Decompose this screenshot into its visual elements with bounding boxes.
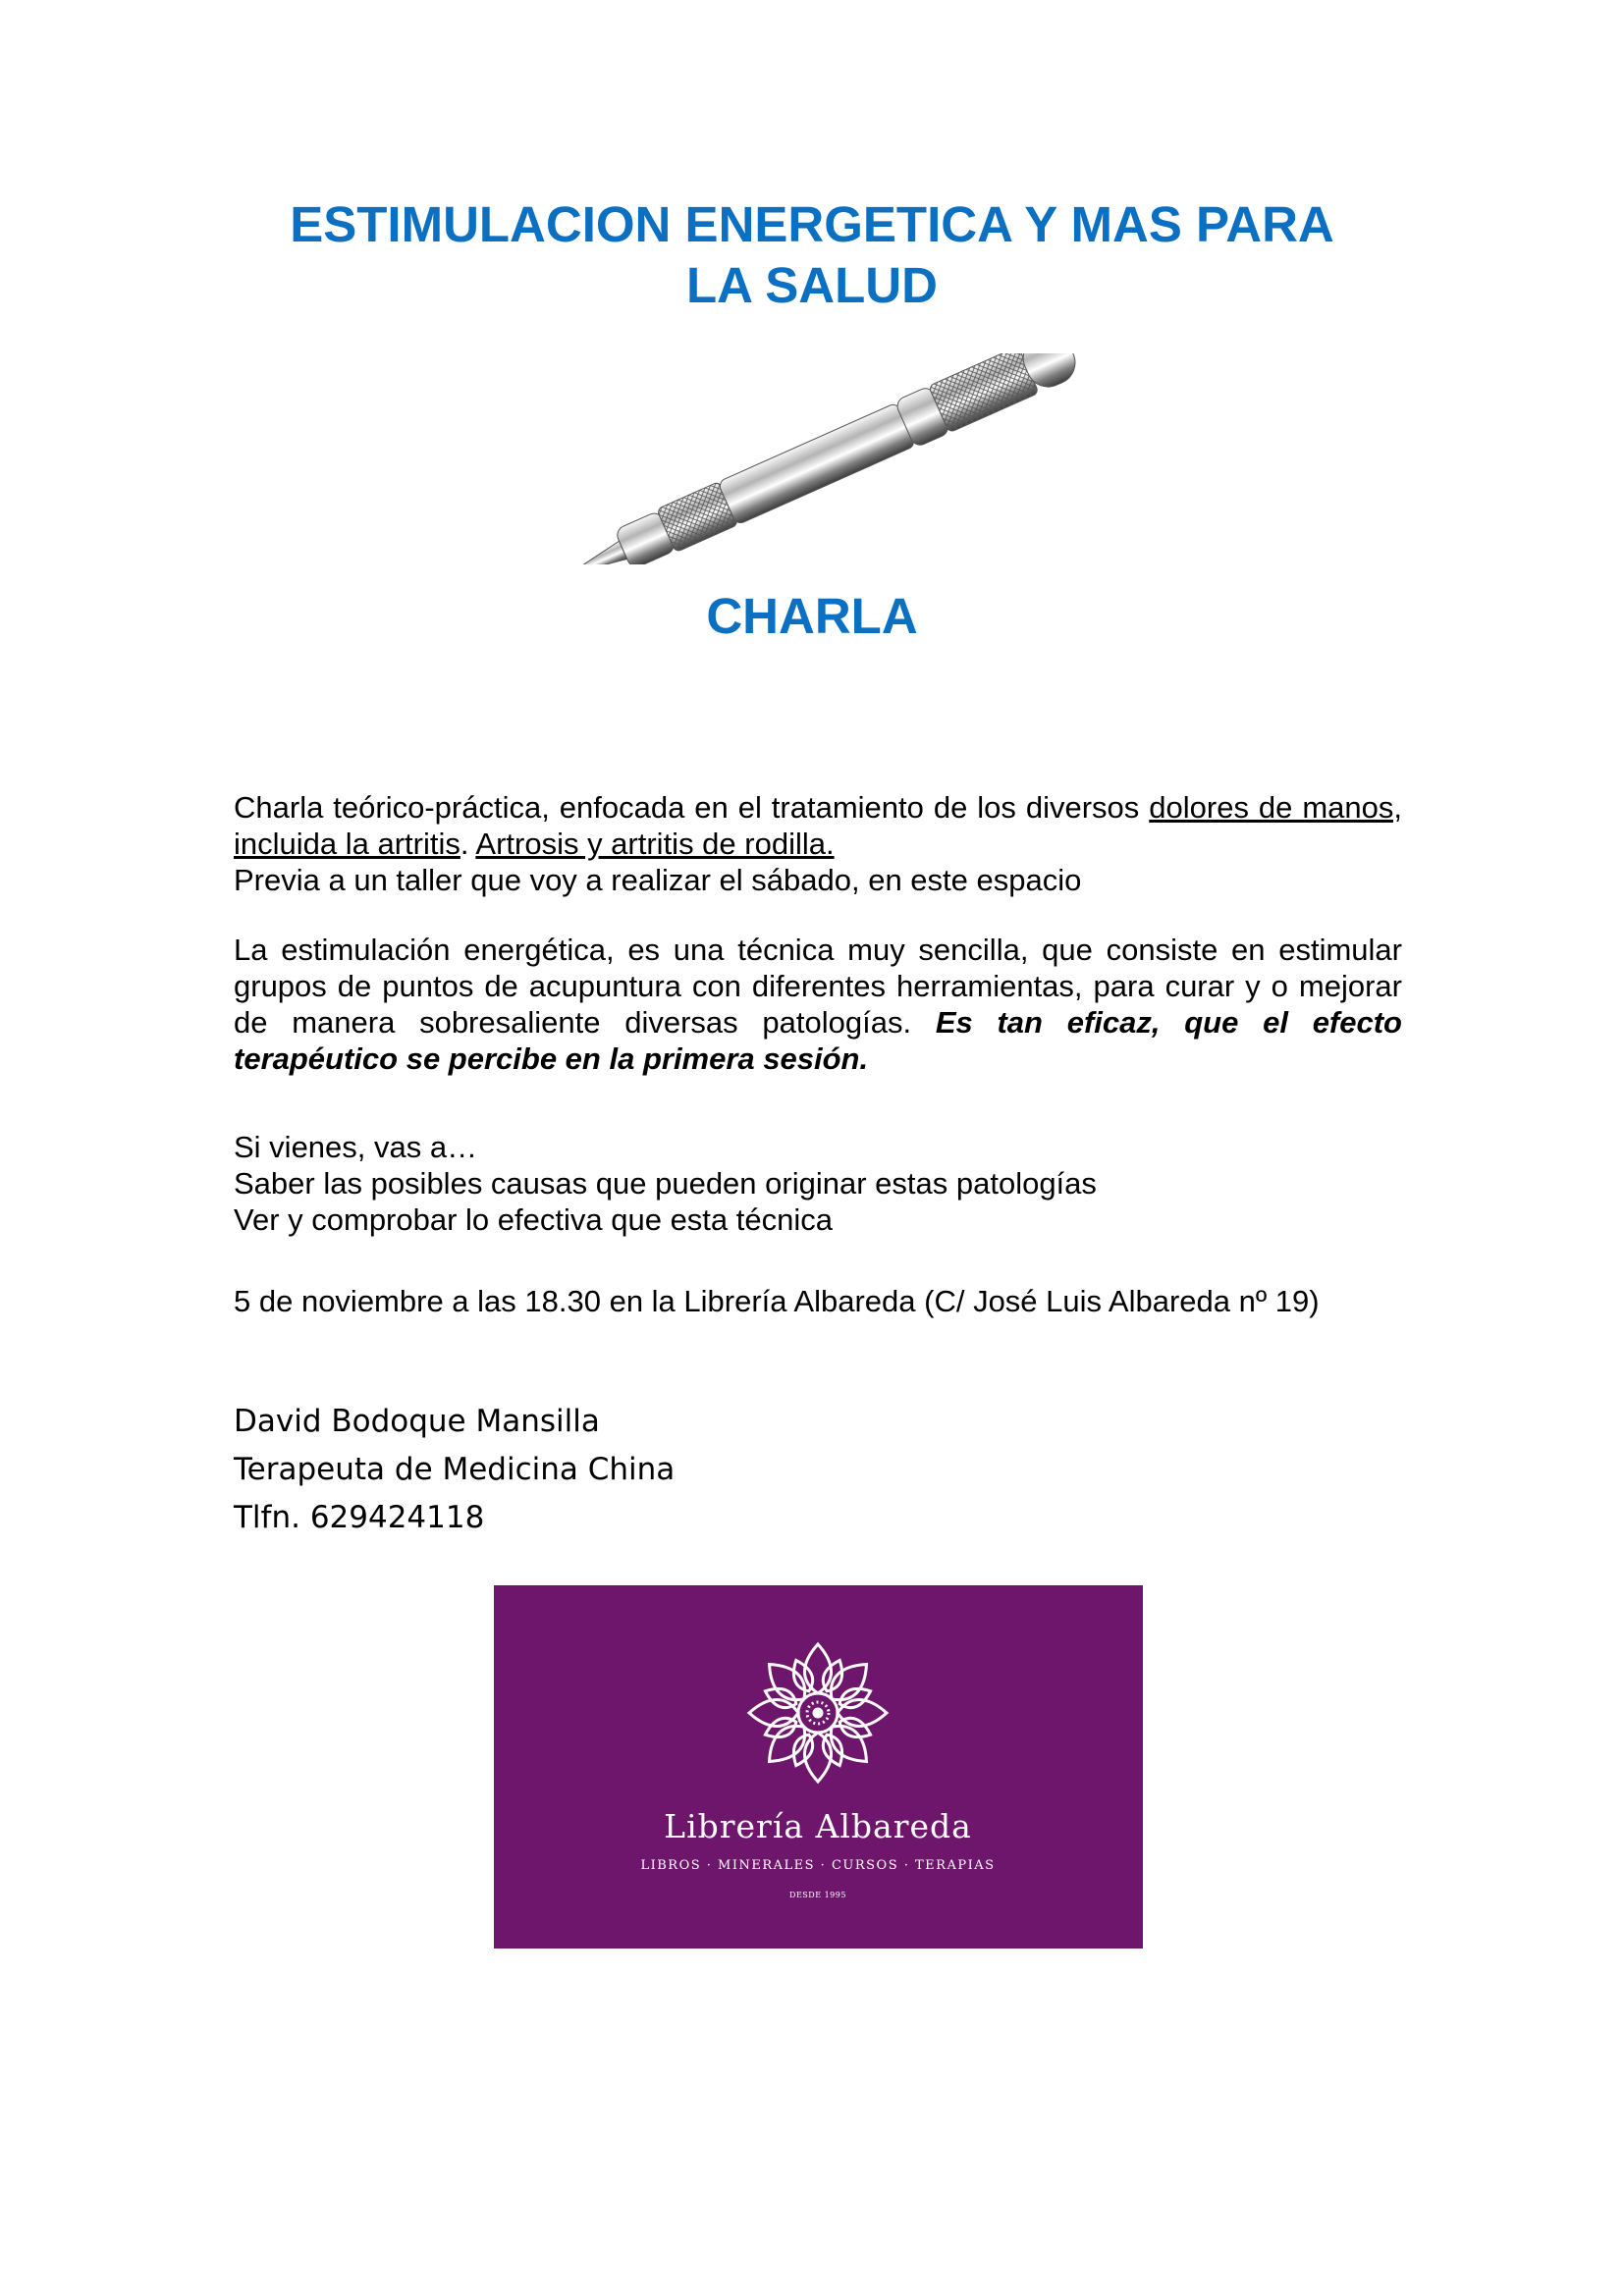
contact-role: Terapeuta de Medicina China (234, 1452, 676, 1487)
bookstore-logo (494, 1585, 1143, 1949)
intro-underline-hands: dolores de manos, incluida la artritis (234, 790, 1402, 861)
logo-tagline: LIBROS · MINERALES · CURSOS · TERAPIAS (640, 1858, 996, 1873)
event-details: 5 de noviembre a las 18.30 en la Librería Albareda (C/ José Luis Albareda nº 19) (234, 1284, 1320, 1318)
intro-text-b: . (460, 827, 476, 861)
contact-phone: Tlfn. 629424118 (234, 1500, 485, 1535)
intro-text-a: Charla teórico-práctica, enfocada en el tratamiento de los diversos (234, 790, 1150, 825)
description-emphasis: Es tan eficaz, que el efecto terapéutico se percibe en la primera sesión. (234, 1005, 1402, 1076)
intro-underline-knee: Artrosis y artritis de rodilla. (475, 827, 835, 861)
logo-since: DESDE 1995 (789, 1891, 846, 1899)
title-line-1: ESTIMULACION ENERGETICA Y MAS PARA (290, 196, 1334, 252)
description-paragraph (234, 932, 1402, 1077)
logo-name: Librería Albareda (664, 1807, 972, 1845)
page-title (177, 194, 1447, 316)
benefits-item: Ver y comprobar lo efectiva que esta técnica (234, 1202, 833, 1237)
description-text: La estimulación energética, es una técnica muy sencilla, que consiste en estimular grupos de puntos de acupuntura con diferentes herramientas, para curar y o mejorar de manera sobresaliente diversas patologías. (234, 933, 1402, 1040)
intro-paragraph (234, 789, 1402, 898)
section-title-charla: CHARLA (706, 588, 918, 644)
title-line-2: LA SALUD (686, 257, 938, 313)
contact-name: David Bodoque Mansilla (234, 1404, 600, 1439)
acupuncture-pen-icon (545, 353, 1110, 564)
mandala-icon (743, 1638, 893, 1788)
benefits-intro: Si vienes, vas a… (234, 1130, 478, 1164)
benefits-paragraph (234, 1129, 1402, 1238)
contact-block (234, 1398, 1117, 1542)
benefits-item: Saber las posibles causas que pueden originar estas patologías (234, 1166, 1097, 1201)
intro-line-2: Previa a un taller que voy a realizar el sábado, en este espacio (234, 863, 1082, 897)
